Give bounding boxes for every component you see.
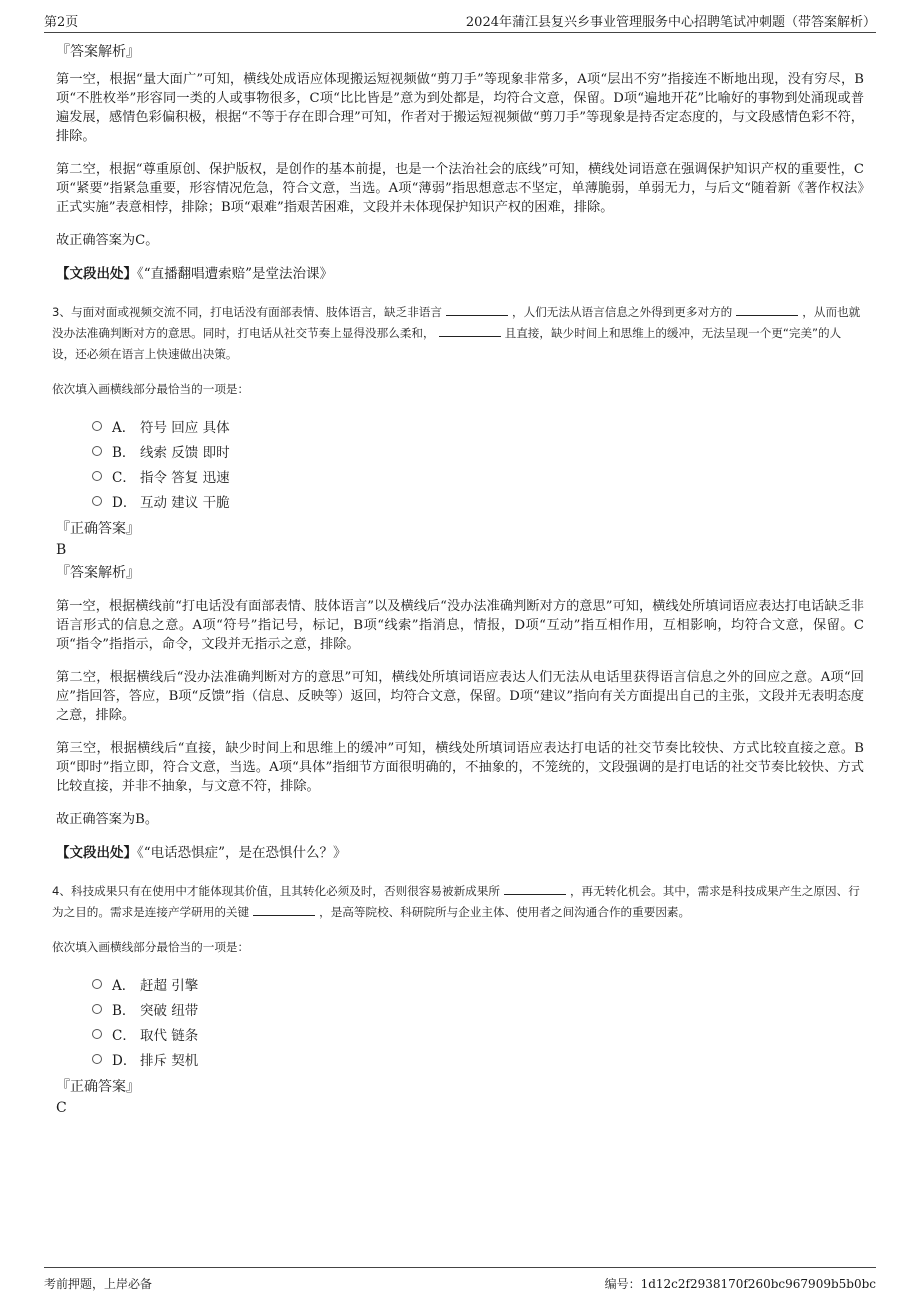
q3-analysis-para-3: 第三空，根据横线后“直接，缺少时间上和思维上的缓冲”可知，横线处所填词语应表达打电话的社交节奏比较快、方式比较直接之意。B项“即时”指立即，符合文意，当选。A项“具体”指细节方面很明确的，不抽象的，不笼统的，文段强调的是打电话的社交节奏比较快、方式比较直接，并非不抽象，与文意不符，排除。: [56, 741, 864, 794]
q3-source-label: 【文段出处】: [56, 845, 137, 861]
q4-option-b[interactable]: B． 突破 纽带: [92, 996, 864, 1021]
q4-option-d[interactable]: D． 排斥 契机: [92, 1046, 864, 1071]
q2-source-label: 【文段出处】: [56, 266, 137, 282]
q3-stem-part-2: ，人们无法从语言信息之外得到更多对方的: [511, 305, 733, 319]
q4-stem: [52, 881, 864, 923]
q3-stem-part-3: ，从而也就没办法准确判断对方的意思。同时，打电话从社交节奏上显得没那么柔和，: [52, 305, 861, 340]
q2-source: [56, 264, 864, 284]
q2-source-text: 《“直播翻唱遭索赔”是堂法治课》: [137, 266, 334, 282]
radio-icon[interactable]: [92, 496, 102, 506]
q3-prompt: 依次填入画横线部分最恰当的一项是：: [52, 382, 250, 396]
q3-source: [56, 843, 864, 863]
q3-source-text: 《“电话恐惧症”，是在恐惧什么？》: [137, 845, 347, 861]
q4-option-c[interactable]: C． 取代 链条: [92, 1021, 864, 1046]
q2-analysis-para-1: 第一空，根据“量大面广”可知，横线处成语应体现搬运短视频做“剪刀手”等现象非常多，A项“层出不穷”指接连不断地出现，没有穷尽，B项“不胜枚举”形容同一类的人或事物很多，C项“比比皆是”意为到处都是，均符合文意，保留。D项“遍地开花”比喻好的事物到处涌现或普遍发展，感情色彩偏积极，根据“不等于存在即合理”可知，作者对于搬运短视频做“剪刀手”等现象是持否定态度的，与文段感情色彩不符，排除。: [56, 72, 864, 144]
q4-blank-1: [504, 882, 566, 895]
radio-icon[interactable]: [92, 446, 102, 456]
q3-correct-label: 『正确答案』: [56, 521, 140, 537]
radio-icon[interactable]: [92, 1054, 102, 1064]
q3-blank-1: [446, 303, 508, 316]
q3-stem: [52, 302, 864, 365]
q4-option-a[interactable]: A． 赶超 引擎: [92, 971, 864, 996]
page-header: [44, 8, 876, 33]
radio-icon[interactable]: [92, 421, 102, 431]
q4-prompt: 依次填入画横线部分最恰当的一项是：: [52, 940, 250, 954]
q3-stem-part-1: 3、与面对面或视频交流不同，打电话没有面部表情、肢体语言，缺乏非语言: [52, 305, 442, 319]
q4-stem-part-1: 4、科技成果只有在使用中才能体现其价值，且其转化必须及时，否则很容易被新成果所: [52, 884, 500, 898]
q4-correct-label: 『正确答案』: [56, 1079, 140, 1095]
q3-option-d[interactable]: D． 互动 建议 干脆: [92, 488, 864, 513]
document-id: 编号：1d12c2f2938170f260bc967909b5b0bc: [604, 1277, 876, 1291]
q3-analysis-para-1: 第一空，根据横线前“打电话没有面部表情、肢体语言”以及横线后“没办法准确判断对方的意思”可知，横线处所填词语应表达打电话缺乏非语言形式的信息之意。A项“符号”指记号，标记，B项“线索”指消息，情报，D项“互动”指互相作用，互相影响，均符合文意，保留。C项“指令”指指示，命令，文段并无指示之意，排除。: [56, 599, 864, 652]
page-number: 第2页: [44, 15, 79, 30]
q3-option-c[interactable]: C． 指令 答复 迅速: [92, 463, 864, 488]
q3-option-b[interactable]: B． 线索 反馈 即时: [92, 438, 864, 463]
q3-blank-3: [439, 324, 501, 337]
q2-analysis-label: 『答案解析』: [56, 44, 140, 60]
q3-analysis-label: 『答案解析』: [56, 565, 140, 581]
page-footer: [44, 1267, 876, 1292]
radio-icon[interactable]: [92, 1004, 102, 1014]
q3-analysis-para-2: 第二空，根据横线后“没办法准确判断对方的意思”可知，横线处所填词语应表达人们无法从电话里获得语言信息之外的回应之意。A项“回应”指回答，答应，B项“反馈”指（信息、反映等）返回，均符合文意，保留。D项“建议”指向有关方面提出自己的主张，文段并无表明态度之意，排除。: [56, 670, 864, 723]
q4-stem-part-2: ，再无转化机会。其中，需求是科技成果产生之原因、行为之目的。需求是连接产学研用的关键: [52, 884, 860, 919]
q4-blank-2: [253, 903, 315, 916]
q3-conclusion: 故正确答案为B。: [56, 812, 159, 827]
q3-correct-value: B: [56, 542, 67, 558]
q3-stem-part-4: 且直接，缺少时间上和思维上的缓冲，无法呈现一个更“完美”的人设，还必须在语言上快速做出决策。: [52, 326, 842, 361]
q3-options: [92, 413, 864, 513]
q4-correct-value: C: [56, 1100, 67, 1116]
page-content: [52, 42, 864, 1121]
q3-blank-2: [736, 303, 798, 316]
radio-icon[interactable]: [92, 471, 102, 481]
document-title: 2024年蒲江县复兴乡事业管理服务中心招聘笔试冲刺题（带答案解析）: [465, 15, 876, 30]
radio-icon[interactable]: [92, 1029, 102, 1039]
footer-slogan: 考前押题，上岸必备: [44, 1277, 153, 1291]
q3-option-a[interactable]: A． 符号 回应 具体: [92, 413, 864, 438]
q2-analysis-para-2: 第二空，根据“尊重原创、保护版权，是创作的基本前提，也是一个法治社会的底线”可知，横线处词语意在强调保护知识产权的重要性，C项“紧要”指紧急重要，形容情况危急，符合文意，当选。A项“薄弱”指思想意志不坚定，单薄脆弱，单弱无力，与后文“随着新《著作权法》正式实施”表意相悖，排除；B项“艰难”指艰苦困难，文段并未体现保护知识产权的困难，排除。: [56, 162, 864, 215]
q4-stem-part-3: ，是高等院校、科研院所与企业主体、使用者之间沟通合作的重要因素。: [319, 905, 691, 919]
q4-options: [92, 971, 864, 1071]
q2-conclusion: 故正确答案为C。: [56, 233, 159, 248]
radio-icon[interactable]: [92, 979, 102, 989]
